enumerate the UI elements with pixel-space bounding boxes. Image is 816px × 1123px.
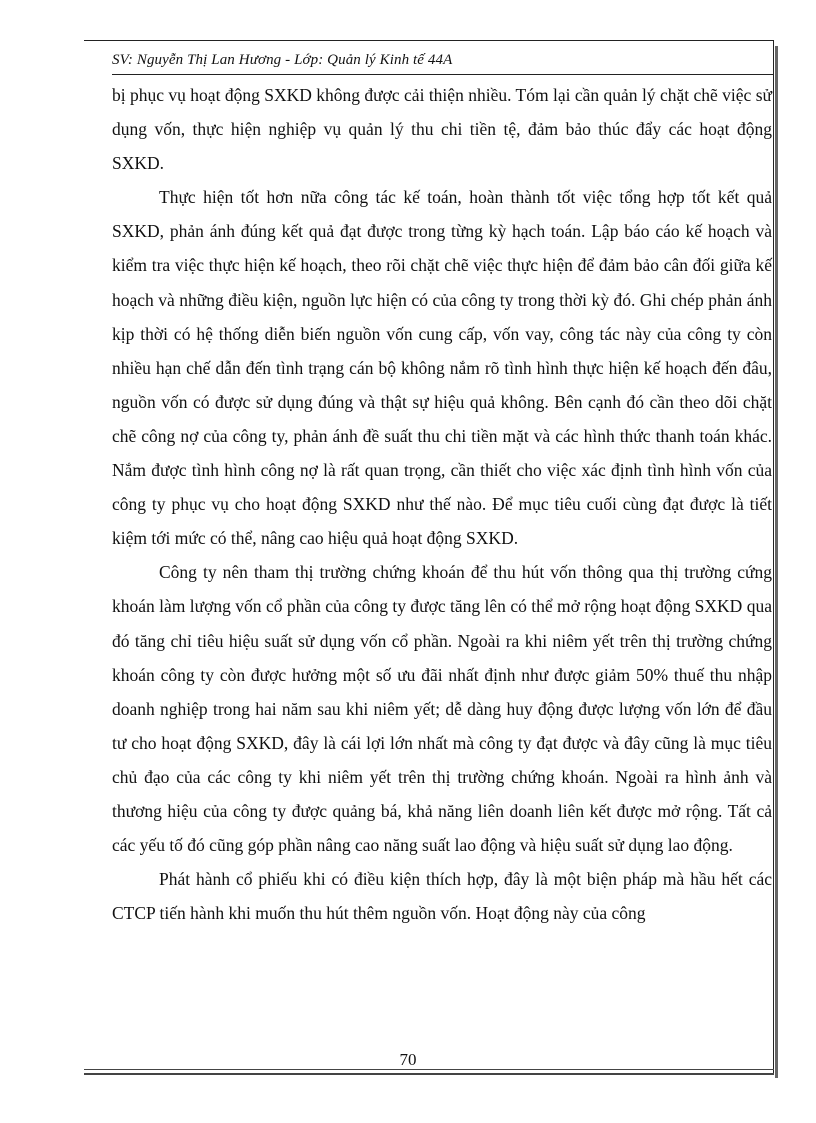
body-text [112,78,772,930]
paragraph-continuation: bị phục vụ hoạt động SXKD không được cải thiện nhiều. Tóm lại cần quản lý chặt chẽ việc sử dụng vốn, thực hiện nghiệp vụ quản lý thu chi tiền tệ, đảm bảo thúc đẩy các hoạt động SXKD. [112,85,772,174]
paragraph-stock-market: Công ty nên tham thị trường chứng khoán để thu hút vốn thông qua thị trường cứng khoán làm lượng vốn cổ phần của công ty được tăng lên có thể mở rộng hoạt động SXKD qua đó tăng chỉ tiêu hiệu suất sử dụng vốn cổ phần. Ngoài ra khi niêm yết trên thị trường chứng khoán công ty còn được hưởng một số ưu đãi nhất định như được giảm 50% thuế thu nhập doanh nghiệp trong hai năm sau khi niêm yết; dễ dàng huy động được lượng vốn lớn để đầu tư cho hoạt động SXKD, đây là cái lợi lớn nhất mà công ty đạt được và đây cũng là mục tiêu chủ đạo của các công ty khi niêm yết trên thị trường chứng khoán. Ngoài ra hình ảnh và thương hiệu của công ty được quảng bá, khả năng liên doanh liên kết được mở rộng. Tất cả các yếu tố đó cũng góp phần nâng cao năng suất lao động và hiệu suất sử dụng lao động. [112,562,772,856]
header-rule [112,74,774,75]
paragraph-share-issuance: Phát hành cổ phiếu khi có điều kiện thích hợp, đây là một biện pháp mà hầu hết các CTCP tiến hành khi muốn thu hút thêm nguồn vốn. Hoạt động này của công [112,869,772,924]
page-number: 70 [399,1050,417,1069]
page-border-shadow [775,46,778,1078]
paragraph-accounting: Thực hiện tốt hơn nữa công tác kế toán, hoàn thành tốt việc tổng hợp tốt kết quả SXKD, phản ánh đúng kết quả đạt được trong từng kỳ hạch toán. Lập báo cáo kế hoạch và kiểm tra việc thực hiện kế hoạch, theo rõi chặt chẽ việc thực hiện để đảm bảo cân đối giữa kế hoạch và những điều kiện, nguồn lực hiện có của công ty trong thời kỳ đó. Ghi chép phản ánh kịp thời có hệ thống diễn biến nguồn vốn cung cấp, vốn vay, công tác này của công ty còn nhiều hạn chế dẫn đến tình trạng cán bộ không nắm rõ tình hình thực hiện kế hoạch đến đâu, nguồn vốn có được sử dụng đúng và thật sự hiệu quả không. Bên cạnh đó cần theo dõi chặt chẽ công nợ của công ty, phản ánh đề suất thu chi tiền mặt và các hình thức thanh toán khác. Nắm được tình hình công nợ là rất quan trọng, cần thiết cho việc xác định tình hình vốn của công ty phục vụ cho hoạt động SXKD như thế nào. Để mục tiêu cuối cùng đạt được là tiết kiệm tới mức có thể, nâng cao hiệu quả hoạt động SXKD. [112,187,772,549]
page-border-top [84,40,774,47]
running-header: SV: Nguyễn Thị Lan Hương - Lớp: Quản lý Kinh tế 44A [112,52,453,68]
page-border-right [773,40,774,1075]
